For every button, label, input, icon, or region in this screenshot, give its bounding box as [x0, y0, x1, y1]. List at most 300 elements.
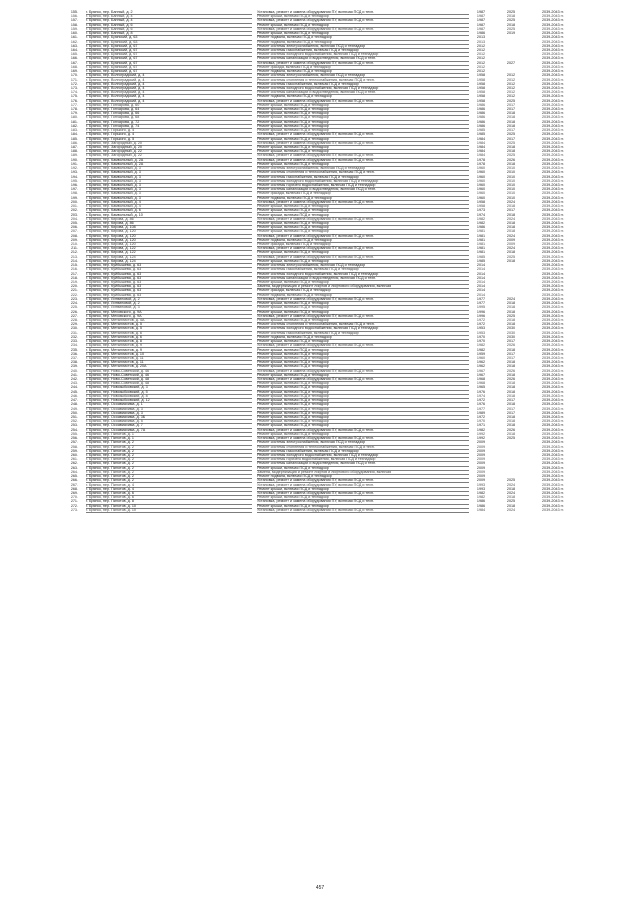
page-number: 457: [315, 885, 325, 891]
row-year-last-repair: 2026: [506, 368, 516, 373]
row-year-last-repair: 2025: [506, 132, 516, 137]
row-work-type: Ремонт крыши, включая ПСД и технадзор: [257, 402, 469, 407]
row-work-type: Ремонт крыши, включая ПСД и технадзор: [257, 208, 469, 213]
row-year-last-repair: 2024: [506, 199, 516, 204]
row-planned-period: 2039-2043 гг.: [542, 448, 564, 453]
row-year-built: 1976: [476, 402, 486, 407]
row-planned-period: 2039-2043 гг.: [542, 18, 564, 23]
row-planned-period: 2039-2043 гг.: [542, 389, 564, 394]
row-address: г. Брянск, пер. Пилотов, д. 10: [86, 504, 252, 509]
row-address: г. Брянск, пер. Осоавиахима, д. 5: [86, 419, 252, 424]
row-address: г. Брянск, пер. Банный, д. 4: [86, 14, 252, 19]
row-planned-period: 2039-2043 гг.: [542, 250, 564, 255]
row-year-built: 1993: [476, 486, 486, 491]
row-year-built: 1981: [476, 242, 486, 247]
row-number: 208.: [70, 233, 78, 238]
row-year-last-repair: 2018: [506, 360, 516, 365]
row-number: 163.: [70, 43, 78, 48]
row-year-last-repair: 2018: [506, 301, 516, 306]
row-year-last-repair: 2018: [506, 119, 516, 124]
row-planned-period: 2039-2043 гг.: [542, 166, 564, 171]
row-year-last-repair: 2024: [506, 246, 516, 251]
row-year-last-repair: 2018: [506, 423, 516, 428]
row-year-built: 1958: [476, 77, 486, 82]
row-planned-period: 2039-2043 гг.: [542, 469, 564, 474]
row-year-last-repair: 2009: [506, 242, 516, 247]
row-number: 241.: [70, 372, 78, 377]
row-work-type: Ремонт системы газоснабжения, включая ПСД и технадзор: [257, 331, 469, 336]
row-work-type: Ремонт системы электроснабжения, включая ПСД и технадзор: [257, 73, 469, 78]
row-planned-period: 2039-2043 гг.: [542, 69, 564, 74]
row-year-built: 1984: [476, 136, 486, 141]
row-year-built: 1996: [476, 313, 486, 318]
row-planned-period: 2039-2043 гг.: [542, 22, 564, 27]
row-year-last-repair: 2025: [506, 26, 516, 31]
row-year-built: 1953: [476, 330, 486, 335]
row-year-built: 1982: [476, 216, 486, 221]
row-planned-period: 2039-2043 гг.: [542, 381, 564, 386]
row-year-built: 1970: [476, 419, 486, 424]
row-address: г. Брянск, пер. Брянский, д. 67: [86, 44, 252, 49]
row-number: 156.: [70, 14, 78, 19]
row-number: 250.: [70, 410, 78, 415]
row-planned-period: 2039-2043 гг.: [542, 326, 564, 331]
row-year-built: 2012: [476, 47, 486, 52]
row-year-built: 1987: [476, 10, 486, 14]
row-planned-period: 2039-2043 гг.: [542, 313, 564, 318]
row-number: 173.: [70, 85, 78, 90]
row-planned-period: 2039-2043 гг.: [542, 47, 564, 52]
row-work-type: Ремонт крыши, включая ПСД и технадзор: [257, 339, 469, 344]
row-address: г. Брянск, пер. Камвольный, д. 3: [86, 183, 252, 188]
row-planned-period: 2039-2043 гг.: [542, 140, 564, 145]
row-number: 181.: [70, 119, 78, 124]
row-year-built: 1977: [476, 406, 486, 411]
row-number: 251.: [70, 415, 78, 419]
row-address: г. Брянск, пер. Ново-Советский, д. 46: [86, 373, 252, 378]
row-planned-period: 2039-2043 гг.: [542, 402, 564, 407]
row-work-type: Установка, ремонт и замена оборудования ПУ, включая ПСД и техн.: [257, 153, 469, 158]
row-address: г. Брянск, пер. Камвольный, д. 2А: [86, 158, 252, 163]
row-address: г. Брянск, пер. Меховского, д. 9А: [86, 310, 252, 315]
row-number: 235.: [70, 347, 78, 352]
row-planned-period: 2039-2043 гг.: [542, 225, 564, 230]
row-planned-period: 2039-2043 гг.: [542, 145, 564, 149]
row-work-type: Ремонт системы газоснабжения, включая ПСД и технадзор: [257, 267, 469, 272]
row-work-type: Ремонт системы горячего водоснабжения, включая ПСД и технадзор: [257, 183, 469, 188]
row-address: г. Брянск, пер. Гончарова, д. 64: [86, 107, 252, 112]
row-address: г. Брянск, пер. Камвольный, д. 3: [86, 187, 252, 192]
row-address: г. Брянск, пер. Пилотов, д. 2: [86, 457, 252, 462]
row-address: г. Брянск, пер. Волгоградский, д. 4: [86, 90, 252, 95]
row-planned-period: 2039-2043 гг.: [542, 490, 564, 495]
row-year-built: 1972: [476, 415, 486, 419]
row-year-built: 2014: [476, 275, 486, 280]
row-number: 243.: [70, 381, 78, 386]
row-year-last-repair: 2012: [506, 90, 516, 95]
row-planned-period: 2039-2043 гг.: [542, 423, 564, 428]
row-address: г. Брянск, пер. Металлистов, д. 8: [86, 339, 252, 344]
row-year-built: 1960: [476, 174, 486, 179]
row-number: 221.: [70, 288, 78, 293]
row-number: 166.: [70, 56, 78, 61]
row-number: 187.: [70, 145, 78, 149]
row-number: 219.: [70, 280, 78, 284]
row-address: г. Брянск, пер. Пилотов, д. 6: [86, 491, 252, 496]
row-work-type: Ремонт крыши, включая ПСД и технадзор: [257, 305, 469, 310]
row-number: 229.: [70, 322, 78, 327]
row-work-type: Ремонт системы горячего водоснабжения, включая ПСД и технадзор: [257, 457, 469, 462]
row-work-type: Ремонт крыши, включая ПСД и технадзор: [257, 390, 469, 395]
row-planned-period: 2039-2043 гг.: [542, 296, 564, 301]
row-year-last-repair: 2018: [506, 486, 516, 491]
row-year-last-repair: 2018: [506, 258, 516, 263]
row-year-built: 1996: [476, 309, 486, 314]
row-number: 253.: [70, 423, 78, 428]
row-work-type: Ремонт крыши, включая ПСД и технадзор: [257, 115, 469, 120]
row-year-built: 1967: [476, 368, 486, 373]
row-planned-period: 2039-2043 гг.: [542, 149, 564, 154]
row-planned-period: 2039-2043 гг.: [542, 410, 564, 415]
row-address: г. Брянск, пер. Осоавиахима, д. 3: [86, 407, 252, 412]
row-year-built: 1960: [476, 166, 486, 171]
row-year-last-repair: 2018: [506, 503, 516, 508]
row-number: 246.: [70, 393, 78, 398]
row-year-built: 1982: [476, 343, 486, 348]
row-number: 262.: [70, 461, 78, 466]
row-work-type: Ремонт системы отопления и теплоснабжения, включая ПСД и техн.: [257, 78, 469, 83]
row-year-built: 1960: [476, 178, 486, 183]
row-address: г. Брянск, пер. Меховского, д. 9А: [86, 314, 252, 319]
row-address: г. Брянск, пер. Металлистов, д. 10: [86, 352, 252, 357]
row-planned-period: 2039-2043 гг.: [542, 368, 564, 373]
row-planned-period: 2039-2043 гг.: [542, 292, 564, 297]
row-address: г. Брянск, пер. Гончарова, д. 74: [86, 124, 252, 129]
row-number: 200.: [70, 199, 78, 204]
row-work-type: Установка, ремонт и замена оборудования ПУ, включая ПСД и техн.: [257, 61, 469, 66]
row-number: 257.: [70, 440, 78, 445]
row-number: 218.: [70, 275, 78, 280]
row-work-type: Ремонт крыши, включая ПСД и технадзор: [257, 23, 469, 28]
row-year-last-repair: 2024: [506, 233, 516, 238]
row-address: г. Брянск, пер. Банный, д. 4: [86, 18, 252, 23]
row-address: г. Брянск, пер. Загородный, д. 22: [86, 153, 252, 158]
row-year-built: 1982: [476, 220, 486, 225]
row-number: 225.: [70, 305, 78, 310]
row-year-built: 1953: [476, 326, 486, 331]
row-address: г. Брянск, пер. Ново-Советский, д. 46: [86, 369, 252, 374]
row-planned-period: 2039-2043 гг.: [542, 111, 564, 116]
row-planned-period: 2039-2043 гг.: [542, 170, 564, 175]
row-number: 191.: [70, 161, 78, 166]
row-address: г. Брянск, пер. Пилотов, д. 2: [86, 466, 252, 471]
row-number: 175.: [70, 94, 78, 99]
row-year-built: 1986: [476, 115, 486, 120]
row-year-last-repair: 2018: [506, 14, 516, 19]
row-year-built: 1992: [476, 431, 486, 436]
row-number: 268.: [70, 486, 78, 491]
row-number: 207.: [70, 229, 78, 234]
row-year-built: 1960: [476, 187, 486, 192]
row-work-type: Ремонт крыши, включая ПСД и технадзор: [257, 14, 469, 19]
row-number: 158.: [70, 22, 78, 27]
row-year-built: 1978: [476, 157, 486, 162]
row-planned-period: 2039-2043 гг.: [542, 339, 564, 344]
row-number: 162.: [70, 39, 78, 44]
row-work-type: Ремонт крыши, включая ПСД и технадзор: [257, 229, 469, 234]
row-address: г. Брянск, пер. Металлистов, д. 6: [86, 331, 252, 336]
row-number: 231.: [70, 330, 78, 335]
row-year-built: 1986: [476, 111, 486, 116]
row-year-last-repair: 2018: [506, 225, 516, 230]
row-planned-period: 2039-2043 гг.: [542, 128, 564, 133]
row-work-type: Установка, ремонт и замена оборудования ПУ, включая ПСД и техн.: [257, 99, 469, 104]
row-address: г. Брянск, пер. Осоавиахима, д. 3: [86, 411, 252, 416]
row-year-built: 1973: [476, 208, 486, 213]
row-number: 248.: [70, 402, 78, 407]
row-work-type: Установка, ремонт и замена оборудования ПУ, включая ПСД и техн.: [257, 246, 469, 251]
row-year-last-repair: 2017: [506, 107, 516, 112]
row-address: г. Брянск, пер. Кирова, д. 124: [86, 259, 252, 264]
row-address: г. Брянск, пер. Брянский, д. 63: [86, 40, 252, 45]
row-planned-period: 2039-2043 гг.: [542, 26, 564, 31]
row-year-built: 1974: [476, 212, 486, 217]
row-year-last-repair: 2018: [506, 322, 516, 327]
row-year-last-repair: 2018: [506, 111, 516, 116]
row-year-last-repair: 2025: [506, 436, 516, 441]
row-planned-period: 2039-2043 гг.: [542, 132, 564, 137]
row-number: 201.: [70, 204, 78, 209]
row-address: г. Брянск, пер. Брянский, д. 67: [86, 61, 252, 66]
row-year-built: 1958: [476, 204, 486, 209]
row-year-built: 2012: [476, 60, 486, 65]
row-year-built: 1962: [476, 364, 486, 369]
row-number: 210.: [70, 242, 78, 247]
row-year-built: 1982: [476, 427, 486, 432]
row-address: г. Брянск, пер. Камвольный, д. 3: [86, 166, 252, 171]
row-number: 174.: [70, 90, 78, 95]
row-number: 259.: [70, 448, 78, 453]
row-year-last-repair: 2025: [506, 254, 516, 259]
row-work-type: Ремонт подвала, включая ПСД и технадзор: [257, 94, 469, 99]
document-table: [62, 10, 600, 512]
row-planned-period: 2039-2043 гг.: [542, 31, 564, 36]
row-year-built: 1982: [476, 490, 486, 495]
row-year-last-repair: 2024: [506, 482, 516, 487]
row-work-type: Ремонт системы электроснабжения, включая ПСД и технадзор: [257, 263, 469, 268]
row-year-last-repair: 2018: [506, 309, 516, 314]
row-work-type: Ремонт крыши, включая ПСД и технадзор: [257, 394, 469, 399]
row-year-built: 1970: [476, 334, 486, 339]
row-address: г. Брянск, пер. Гончарова, д. 66: [86, 111, 252, 116]
row-address: г. Брянск, пер. Металлистов, д. 11: [86, 356, 252, 361]
row-work-type: Установка, ремонт и замена оборудования ПУ, включая ПСД и техн.: [257, 158, 469, 163]
row-address: г. Брянск, пер. Камвольный, д. 4: [86, 204, 252, 209]
row-year-built: 1968: [476, 377, 486, 382]
row-planned-period: 2039-2043 гг.: [542, 246, 564, 251]
row-address: г. Брянск, пер. Ново-Советский, д. 48: [86, 377, 252, 382]
row-planned-period: 2039-2043 гг.: [542, 242, 564, 247]
row-year-built: 2009: [476, 444, 486, 449]
row-number: 223.: [70, 296, 78, 301]
row-year-built: 1985: [476, 258, 486, 263]
row-year-last-repair: 2017: [506, 339, 516, 344]
row-work-type: Ремонт крыши, включая ПСД и технадзор: [257, 162, 469, 167]
row-planned-period: 2039-2043 гг.: [542, 364, 564, 369]
row-address: г. Брянск, пер. Банный, д. 8: [86, 31, 252, 36]
row-year-built: 1972: [476, 398, 486, 403]
row-planned-period: 2039-2043 гг.: [542, 393, 564, 398]
row-planned-period: 2039-2043 гг.: [542, 288, 564, 293]
row-address: г. Брянск, пер. Кирова, д. 86: [86, 221, 252, 226]
row-number: 238.: [70, 360, 78, 365]
row-year-last-repair: 2017: [506, 208, 516, 213]
row-number: 233.: [70, 339, 78, 344]
row-address: г. Брянск, пер. Пилотов, д. 4: [86, 487, 252, 492]
row-planned-period: 2039-2043 гг.: [542, 14, 564, 19]
row-address: г. Брянск, пер. Осоавиахима, д. 1: [86, 402, 252, 407]
row-work-type: Установка, ремонт и замена оборудования ПУ, включая ПСД и техн.: [257, 436, 469, 441]
row-year-built: 1968: [476, 381, 486, 386]
row-work-type: Ремонт системы канализации и водоотведения, включая ПСД и техн.: [257, 276, 469, 281]
row-work-type: Установка, ремонт и замена оборудования ПУ, включая ПСД и техн.: [257, 508, 469, 513]
row-year-built: 2009: [476, 461, 486, 466]
row-number: 164.: [70, 47, 78, 52]
row-address: г. Брянск, пер. Металлистов, д. 20А: [86, 364, 252, 369]
row-planned-period: 2039-2043 гг.: [542, 216, 564, 221]
row-number: 261.: [70, 457, 78, 462]
row-year-built: 1986: [476, 119, 486, 124]
row-work-type: Ремонт крыши, включая ПСД и технадзор: [257, 356, 469, 361]
row-year-built: 1984: [476, 153, 486, 158]
row-work-type: Ремонт крыши, включая ПСД и технадзор: [257, 111, 469, 116]
row-work-type: Ремонт крыши, включая ПСД и технадзор: [257, 137, 469, 142]
row-year-built: 2014: [476, 263, 486, 268]
row-work-type: Ремонт системы холодного водоснабжения, включая ПСД и технадзор: [257, 272, 469, 277]
row-work-type: Установка, ремонт и замена оборудования ПУ, включая ПСД и техн.: [257, 369, 469, 374]
row-address: г. Брянск, пер. Брянский, д. 67: [86, 56, 252, 61]
row-planned-period: 2039-2043 гг.: [542, 280, 564, 284]
row-year-built: 2012: [476, 43, 486, 48]
row-address: г. Брянск, пер. Новозыбковский, д. 8: [86, 394, 252, 399]
row-address: г. Брянск, пер. Банный, д. 2: [86, 10, 252, 15]
row-work-type: Ремонт системы отопления и теплоснабжения, включая ПСД и техн.: [257, 322, 469, 327]
row-planned-period: 2039-2043 гг.: [542, 43, 564, 48]
row-address: г. Брянск, пер. Брянский, д. 63: [86, 35, 252, 40]
row-work-type: Замена, модернизация и ремонт лифтов и лифтового оборудования, включая: [257, 470, 469, 475]
row-year-last-repair: 2025: [506, 153, 516, 158]
row-address: г. Брянск, пер. Камвольный, д. 3: [86, 170, 252, 175]
row-work-type: Установка, ремонт и замена оборудования ПУ, включая ПСД и техн.: [257, 377, 469, 382]
row-number: 258.: [70, 444, 78, 449]
row-planned-period: 2039-2043 гг.: [542, 478, 564, 483]
row-address: г. Брянск, пер. Камвольный, д. 6: [86, 208, 252, 213]
row-year-last-repair: 2010: [506, 195, 516, 200]
row-work-type: Ремонт крыши, включая ПСД и технадзор: [257, 225, 469, 230]
row-planned-period: 2039-2043 гг.: [542, 35, 564, 40]
row-year-last-repair: 2017: [506, 128, 516, 133]
row-address: г. Брянск, пер. Волгоградский, д. 4: [86, 86, 252, 91]
row-work-type: Ремонт крыши, включая ПСД и технадзор: [257, 107, 469, 112]
row-number: 214.: [70, 258, 78, 263]
row-address: г. Брянск, пер. Брянский, д. 67: [86, 52, 252, 57]
row-number: 184.: [70, 132, 78, 137]
table-row: [62, 508, 600, 512]
row-address: г. Брянск, пер. Пилотов, д. 2: [86, 445, 252, 450]
row-year-built: 2013: [476, 35, 486, 40]
row-year-last-repair: 2024: [506, 216, 516, 221]
row-year-last-repair: 2027: [506, 60, 516, 65]
row-year-last-repair: 2026: [506, 377, 516, 382]
row-address: г. Брянск, пер. Металлистов, д. 11: [86, 360, 252, 365]
row-planned-period: 2039-2043 гг.: [542, 204, 564, 209]
row-number: 161.: [70, 35, 78, 40]
row-planned-period: 2039-2043 гг.: [542, 271, 564, 276]
row-planned-period: 2039-2043 гг.: [542, 73, 564, 78]
row-work-type: Ремонт крыши, включая ПСД и технадзор: [257, 259, 469, 264]
row-work-type: Ремонт крыши, включая ПСД и технадзор: [257, 213, 469, 218]
row-year-last-repair: 2010: [506, 166, 516, 171]
row-year-last-repair: 2010: [506, 191, 516, 196]
row-address: г. Брянск, пер. Новозыбковский, д. 5: [86, 390, 252, 395]
row-year-last-repair: 2024: [506, 296, 516, 301]
row-year-built: 1989: [476, 410, 486, 415]
row-address: г. Брянск, пер. Пилотов, д. 10: [86, 508, 252, 513]
row-work-type: Ремонт крыши, включая ПСД и технадзор: [257, 415, 469, 420]
row-work-type: Установка, ремонт и замена оборудования ПУ, включая ПСД и техн.: [257, 499, 469, 504]
row-number: 204.: [70, 216, 78, 221]
row-number: 272.: [70, 503, 78, 508]
row-address: г. Брянск, пер. Волгоградский, д. 4: [86, 82, 252, 87]
row-work-type: Ремонт подвала, включая ПСД и технадзор: [257, 196, 469, 201]
row-address: г. Брянск, пер. Пилотов, д. 1: [86, 436, 252, 441]
row-number: 216.: [70, 267, 78, 272]
row-work-type: Ремонт крыши, включая ПСД и технадзор: [257, 419, 469, 424]
row-address: г. Брянск, пер. Гончарова, д. 68: [86, 115, 252, 120]
row-address: г. Брянск, пер. Камвольный, д. 10: [86, 213, 252, 218]
row-number: 269.: [70, 490, 78, 495]
row-year-last-repair: 2018: [506, 419, 516, 424]
row-address: г. Брянск, пер. Пилотов, д. 2: [86, 474, 252, 479]
row-address: г. Брянск, пер. Волгоградский, д. 4: [86, 73, 252, 78]
row-address: г. Брянск, пер. Кирова, д. 120: [86, 242, 252, 247]
row-work-type: Ремонт крыши, включая ПСД и технадзор: [257, 348, 469, 353]
row-year-built: 1967: [476, 372, 486, 377]
row-year-built: 1993: [476, 482, 486, 487]
row-planned-period: 2039-2043 гг.: [542, 343, 564, 348]
row-address: г. Брянск, пер. Куйбышева, д. 63: [86, 280, 252, 285]
row-address: г. Брянск, пер. Куйбышева, д. 63: [86, 293, 252, 298]
row-year-last-repair: 2026: [506, 157, 516, 162]
row-number: 220.: [70, 284, 78, 289]
row-year-built: 2012: [476, 56, 486, 61]
row-work-type: Ремонт системы холодного водоснабжения, включая ПСД и технадзор: [257, 179, 469, 184]
row-year-last-repair: 2025: [506, 140, 516, 145]
row-year-last-repair: 2018: [506, 495, 516, 500]
row-number: 196.: [70, 182, 78, 187]
row-year-built: 1960: [476, 191, 486, 196]
row-address: г. Брянск, пер. Литвиновой, д. 2: [86, 297, 252, 302]
row-address: г. Брянск, пер. Пилотов, д. 2: [86, 478, 252, 483]
row-number: 177.: [70, 102, 78, 107]
row-year-built: 1959: [476, 351, 486, 356]
row-planned-period: 2039-2043 гг.: [542, 377, 564, 382]
row-year-last-repair: 2017: [506, 398, 516, 403]
row-work-type: Ремонт подвала, включая ПСД и технадзор: [257, 35, 469, 40]
row-year-last-repair: 2017: [506, 351, 516, 356]
row-work-type: Ремонт крыши, включая ПСД и технадзор: [257, 124, 469, 129]
row-planned-period: 2039-2043 гг.: [542, 284, 564, 289]
